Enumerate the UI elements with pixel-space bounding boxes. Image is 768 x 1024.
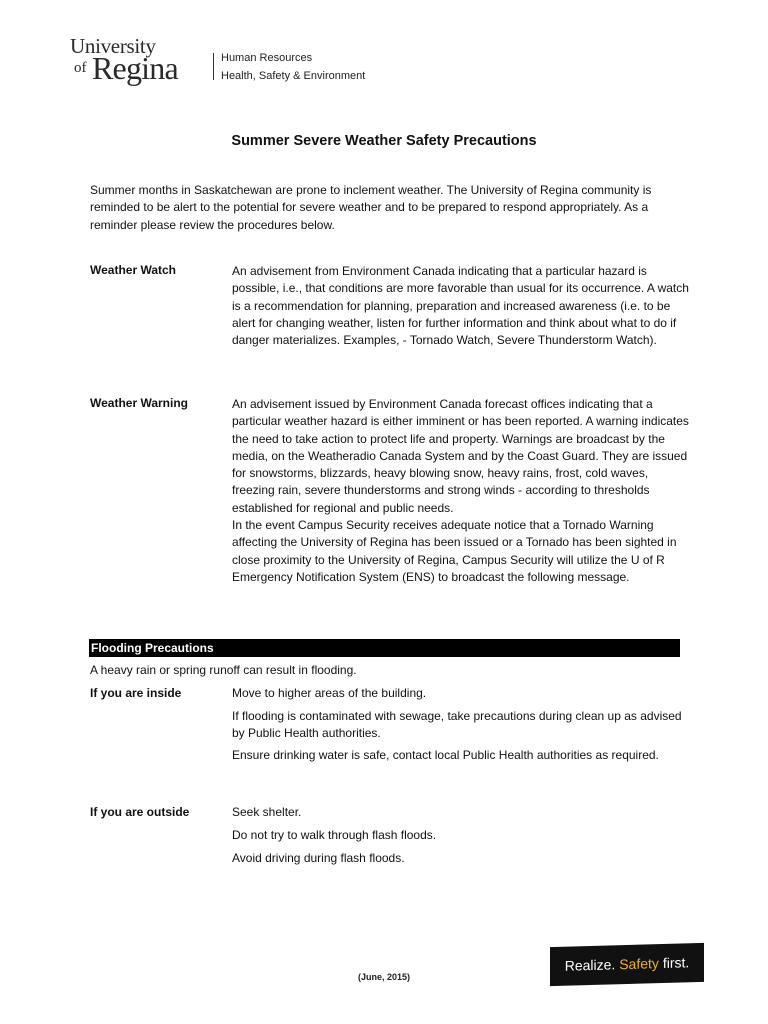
inside-item: If flooding is contaminated with sewage, take precautions during clean up as advised by Public Health authorities. [232, 709, 682, 741]
definition-paragraph: An advisement from Environment Canada indicating that a particular hazard is possible, i.e., that conditions are more favorable than usual for its occurrence. A watch is a recommendation for planning, preparation and increased awareness (i.e. to be alert for changing weather, listen for further information and think about what to do if danger materializes. Examples, - Tornado Watch, Severe Thunderstorm Watch). [232, 264, 689, 348]
department-line-2: Health, Safety & Environment [221, 70, 366, 82]
document-title: Summer Severe Weather Safety Precautions [231, 133, 537, 149]
label-if-inside: If you are inside [90, 686, 182, 700]
term-weather-watch: Weather Watch [90, 263, 177, 277]
logo-regina-text: Regina [92, 50, 178, 86]
flooding-heading-bar: Flooding Precautions [89, 639, 680, 657]
slogan-safety: Safety [619, 955, 659, 973]
logo-university-text: University [70, 34, 156, 58]
header-divider [213, 53, 214, 80]
slogan-first: first. [662, 954, 690, 971]
inside-item: Move to higher areas of the building. [232, 686, 427, 700]
outside-item: Seek shelter. [232, 805, 302, 819]
department-line-1: Human Resources [221, 52, 313, 64]
definition-weather-warning [232, 396, 692, 586]
label-if-outside: If you are outside [90, 805, 190, 819]
outside-item: Do not try to walk through flash floods. [232, 828, 437, 842]
definition-paragraph: In the event Campus Security receives adequate notice that a Tornado Warning affecting the University of Regina has been issued or a Tornado has been sighted in close proximity to the University of Regina, Campus Security will utilize the U of R Emergency Notification System (ENS) to broadcast the following message. [232, 518, 677, 584]
logo-of-text: of [74, 60, 87, 76]
outside-item: Avoid driving during flash floods. [232, 851, 405, 865]
term-weather-warning: Weather Warning [90, 396, 189, 410]
flooding-intro: A heavy rain or spring runoff can result in flooding. [90, 663, 357, 677]
definition-weather-watch [232, 263, 692, 349]
definition-paragraph: An advisement issued by Environment Canada forecast offices indicating that a particular weather hazard is either imminent or has been reported. A warning indicates the need to take action to protect life and property. Warnings are broadcast by the media, on the Weatheradio Canada System and by the Coast Guard. They are issued for snowstorms, blizzards, heavy blowing snow, heavy rains, frost, cold waves, freezing rain, severe thunderstorms and strong winds - according to thresholds established for regional and public needs. [232, 397, 689, 515]
inside-item: Ensure drinking water is safe, contact local Public Health authorities as required. [232, 748, 659, 762]
slogan-realize: Realize. [564, 956, 616, 974]
document-date: (June, 2015) [357, 972, 411, 982]
intro-paragraph: Summer months in Saskatchewan are prone to inclement weather. The University of Regina community is reminded to be alert to the potential for severe weather and to be prepared to respond appropriately. As a reminder please review the procedures below. [90, 183, 652, 232]
